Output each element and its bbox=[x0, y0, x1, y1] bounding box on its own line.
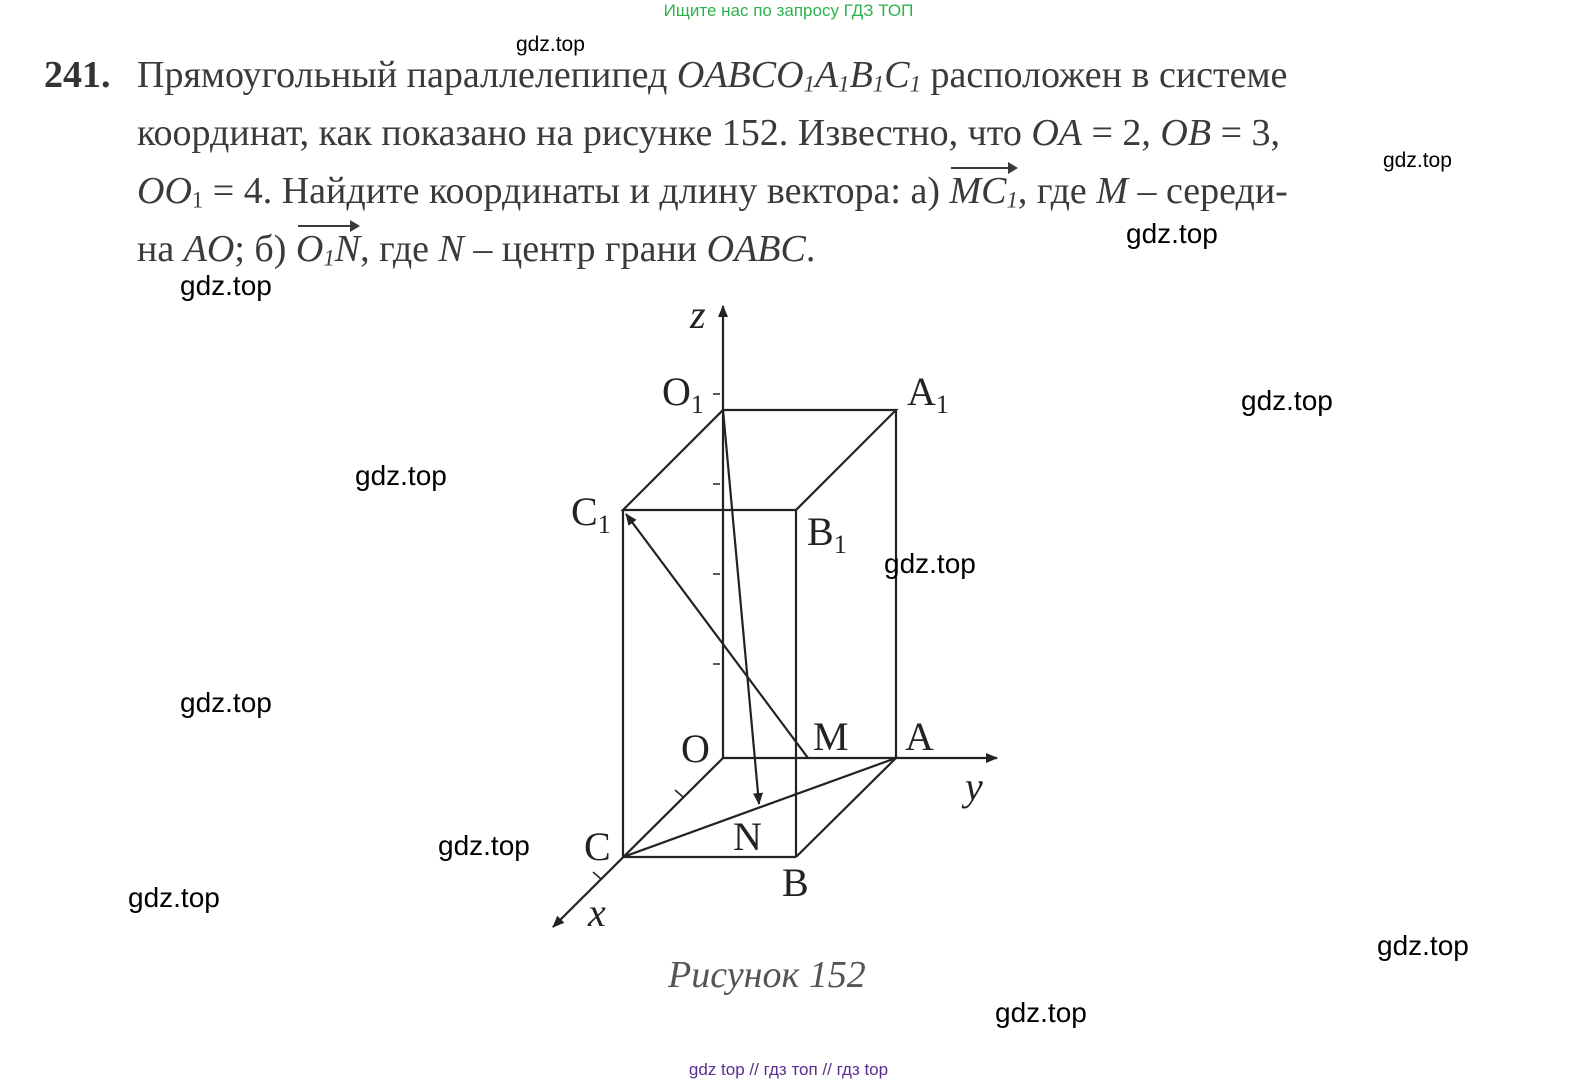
top-face bbox=[623, 410, 896, 510]
text-fragment: Прямоугольный параллелепипед bbox=[137, 54, 677, 96]
watermark: gdz.top bbox=[1383, 149, 1452, 172]
watermark: gdz.top bbox=[180, 687, 272, 718]
label-c: C bbox=[584, 824, 611, 869]
label-a: A bbox=[905, 714, 934, 759]
tick bbox=[675, 790, 683, 797]
watermark: gdz.top bbox=[1377, 930, 1469, 961]
x-axis bbox=[553, 758, 723, 927]
watermark: gdz.top bbox=[180, 270, 272, 301]
label-c1: $C_1$ bbox=[571, 489, 611, 539]
label-b1: $B_1$ bbox=[807, 509, 847, 559]
search-banner[interactable]: Ищите нас по запросу ГДЗ ТОП bbox=[663, 1, 914, 20]
vector-o1n-line bbox=[723, 410, 759, 804]
problem-line-3: $OO_1 = 4$. Найдите координаты и длину вектора: а) $MC_1$, где M – середи- bbox=[137, 162, 1288, 230]
watermark: gdz.top bbox=[995, 997, 1087, 1028]
label-n: N bbox=[733, 814, 762, 859]
vector-mc1-line bbox=[626, 514, 808, 758]
label-o1: $O_1$ bbox=[662, 369, 704, 419]
label-o: O bbox=[681, 726, 710, 771]
figure-name: $OABCO_1A_1B_1C_1$ bbox=[676, 54, 921, 97]
label-z: z bbox=[690, 292, 706, 337]
text-fragment: расположен в системе bbox=[920, 54, 1288, 96]
vector-mc1: $MC_1$ bbox=[949, 162, 1017, 230]
problem-line-4: на AO; б) $O_1N$, где N – центр грани OABC. bbox=[137, 220, 815, 288]
label-x: x bbox=[588, 890, 606, 935]
figure-caption: Рисунок 152 bbox=[668, 954, 866, 996]
watermark: gdz.top bbox=[516, 33, 585, 56]
tick bbox=[593, 872, 601, 879]
watermark: gdz.top bbox=[128, 882, 220, 913]
edge-ba bbox=[796, 758, 896, 857]
label-a1: $A_1$ bbox=[907, 369, 949, 419]
footer-links[interactable]: gdz top // гдз топ // гдз top bbox=[688, 1060, 889, 1079]
watermark: gdz.top bbox=[438, 830, 530, 861]
label-m: M bbox=[813, 714, 849, 759]
vector-o1n: $O_1N$ bbox=[296, 220, 360, 288]
watermark: gdz.top bbox=[1126, 218, 1218, 249]
label-y: y bbox=[965, 764, 983, 809]
watermark: gdz.top bbox=[355, 460, 447, 491]
label-b: B bbox=[782, 860, 809, 905]
problem-number: 241. bbox=[44, 54, 111, 96]
watermark: gdz.top bbox=[1241, 385, 1333, 416]
watermark: gdz.top bbox=[884, 548, 976, 579]
problem-line-2: координат, как показано на рисунке 152. Известно, что OA = 2, OB = 3, bbox=[137, 112, 1281, 154]
